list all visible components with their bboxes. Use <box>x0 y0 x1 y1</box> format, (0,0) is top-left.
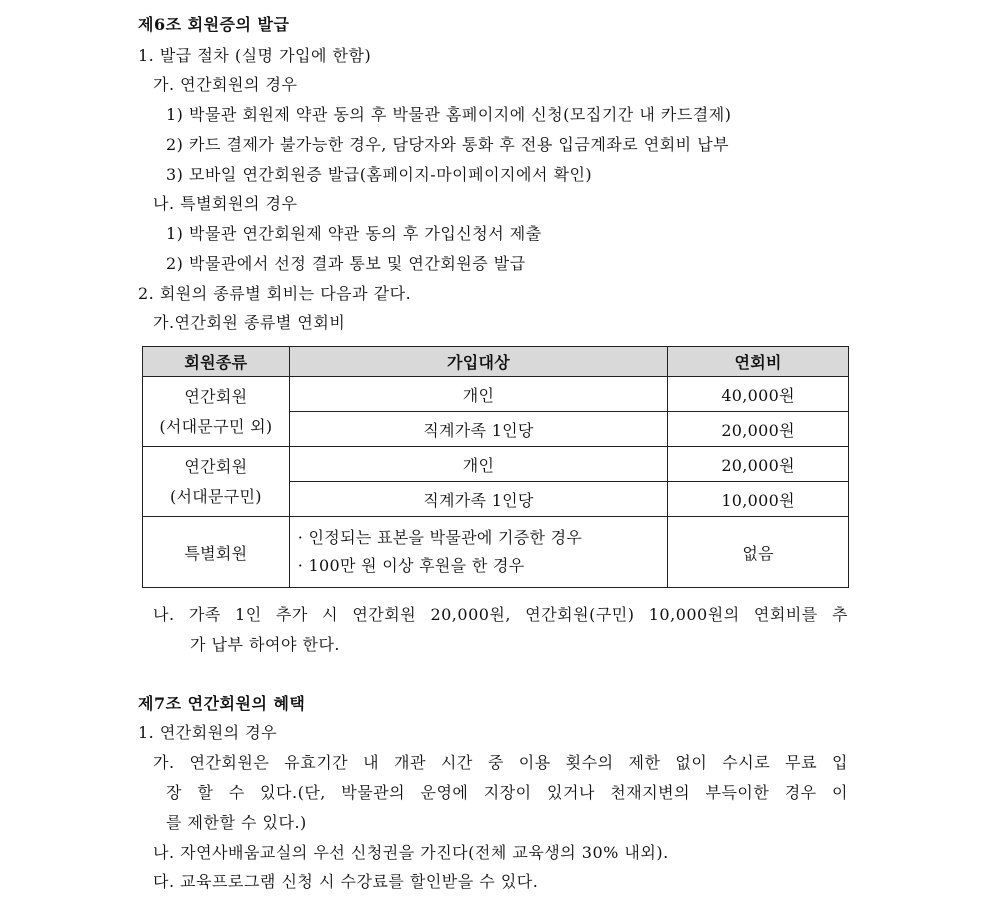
article6-na: 나. 특별회원의 경우 <box>153 194 298 213</box>
article6-note-line1: 나. 가족 1인 추가 시 연간회원 20,000원, 연간회원(구민) 10,000원의 연회비를 추 <box>153 605 848 624</box>
target-condition-1: · 인정되는 표본을 박물관에 기증한 경우 <box>297 528 583 547</box>
table-caption: 가.연간회원 종류별 연회비 <box>153 313 346 332</box>
article6-title: 제6조 회원증의 발급 <box>138 15 290 34</box>
article7-na: 나. 자연사배움교실의 우선 신청권을 가진다(전체 교육생의 30% 내외). <box>153 843 669 862</box>
article6-na-item-2: 2) 박물관에서 선정 결과 통보 및 연간회원증 발급 <box>166 254 526 273</box>
header-member-type: 회원종류 <box>143 347 290 377</box>
header-fee: 연회비 <box>668 347 849 377</box>
article6-na-item-1: 1) 박물관 연간회원제 약관 동의 후 가입신청서 제출 <box>166 224 542 243</box>
table-header-row <box>143 347 849 377</box>
article6-ga-item-3: 3) 모바일 연간회원증 발급(홈페이지-마이페이지에서 확인) <box>166 165 593 184</box>
member-type-note: (서대문구민 외) <box>159 416 273 436</box>
fee-cell: 없음 <box>668 517 849 588</box>
article6-item1: 1. 발급 절차 (실명 가입에 한함) <box>138 46 372 65</box>
article6-item2: 2. 회원의 종류별 회비는 다음과 같다. <box>138 284 412 303</box>
target-condition-2: · 100만 원 이상 후원을 한 경우 <box>297 556 525 575</box>
article7-ga-line1: 가. 연간회원은 유효기간 내 개관 시간 중 이용 횟수의 제한 없이 수시로 무료 입 <box>153 753 848 772</box>
member-type-note: (서대문구민) <box>169 486 262 506</box>
table-row <box>143 517 849 588</box>
fee-cell: 20,000원 <box>668 447 849 482</box>
article6-ga-item-1: 1) 박물관 회원제 약관 동의 후 박물관 홈페이지에 신청(모집기간 내 카드결제) <box>166 105 732 124</box>
fee-table <box>142 346 849 588</box>
member-type-cell <box>143 377 290 447</box>
article6-ga: 가. 연간회원의 경우 <box>153 75 298 94</box>
article7-item1: 1. 연간회원의 경우 <box>138 723 278 742</box>
member-type-cell: 특별회원 <box>143 517 290 588</box>
fee-cell: 20,000원 <box>668 412 849 447</box>
target-cell: 개인 <box>289 377 667 412</box>
fee-cell: 40,000원 <box>668 377 849 412</box>
member-type-cell <box>143 447 290 517</box>
target-cell: 개인 <box>289 447 667 482</box>
article6-ga-item-2: 2) 카드 결제가 불가능한 경우, 담당자와 통화 후 전용 입금계좌로 연회비 납부 <box>166 135 730 154</box>
article7-ga-line3: 를 제한할 수 있다.) <box>166 813 307 832</box>
member-type-name: 연간회원 <box>184 386 248 406</box>
target-cell: 직계가족 1인당 <box>289 482 667 517</box>
target-cell: 직계가족 1인당 <box>289 412 667 447</box>
table-row <box>143 377 849 412</box>
article7-ga-line2: 장 할 수 있다.(단, 박물관의 운영에 지장이 있거나 천재지변의 부득이한 경우 이 <box>166 783 848 802</box>
table-row <box>143 447 849 482</box>
article7-title: 제7조 연간회원의 혜택 <box>138 694 306 713</box>
target-cell <box>289 517 667 588</box>
fee-cell: 10,000원 <box>668 482 849 517</box>
header-target: 가입대상 <box>289 347 667 377</box>
article7-da: 다. 교육프로그램 신청 시 수강료를 할인받을 수 있다. <box>153 872 539 891</box>
article6-note-line2: 가 납부 하여야 한다. <box>190 635 340 654</box>
member-type-name: 연간회원 <box>184 456 248 476</box>
